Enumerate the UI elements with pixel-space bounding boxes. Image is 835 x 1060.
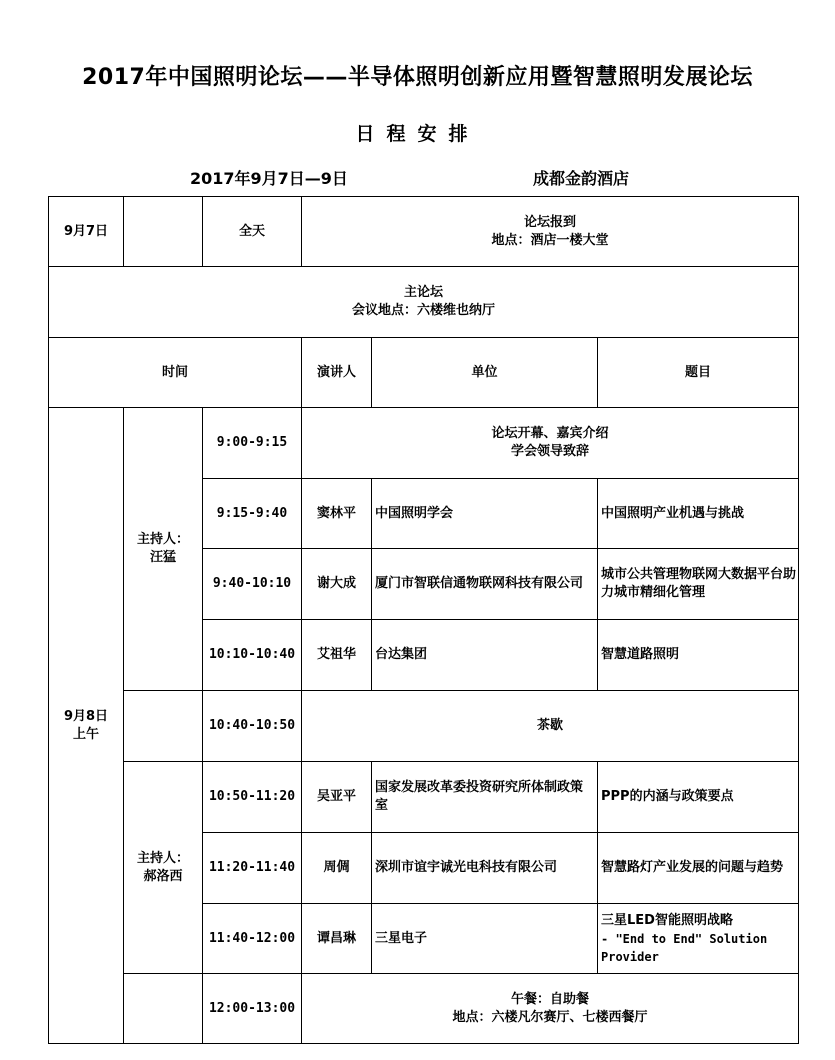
main-forum-title: 主论坛 [403, 285, 443, 300]
session-topic: 中国照明产业机遇与挑战 [598, 479, 799, 549]
session-time: 11:20-11:40 [203, 833, 302, 904]
table-row [49, 197, 799, 267]
session-topic [598, 904, 799, 974]
opening-line2: 学会领导致辞 [510, 444, 589, 459]
main-forum-cell [49, 267, 799, 338]
page-title: 2017年中国照明论坛——半导体照明创新应用暨智慧照明发展论坛 [82, 65, 753, 90]
session-time: 9:40-10:10 [203, 549, 302, 620]
main-forum-location: 会议地点：六楼维也纳厅 [351, 303, 495, 318]
session-speaker: 吴亚平 [302, 762, 372, 833]
tea-break-time: 10:40-10:50 [203, 691, 302, 762]
registration-cell [302, 197, 799, 267]
empty-cell [124, 691, 203, 762]
host1-name: 汪猛 [149, 550, 176, 565]
session-topic: 城市公共管理物联网大数据平台助力城市精细化管理 [598, 549, 799, 620]
event-venue: 成都金韵酒店 [533, 169, 630, 188]
session-time: 11:40-12:00 [203, 904, 302, 974]
session-unit: 国家发展改革委投资研究所体制政策室 [372, 762, 598, 833]
session-unit: 台达集团 [372, 620, 598, 691]
session-topic: PPP的内涵与政策要点 [598, 762, 799, 833]
session-speaker: 窦林平 [302, 479, 372, 549]
table-row [49, 267, 799, 338]
header-time: 时间 [49, 338, 302, 408]
header-unit: 单位 [372, 338, 598, 408]
opening-line1: 论坛开幕、嘉宾介绍 [491, 426, 609, 441]
session-time: 10:50-11:20 [203, 762, 302, 833]
day2-date-line1: 9月8日 [63, 708, 109, 724]
session-unit: 中国照明学会 [372, 479, 598, 549]
session-speaker: 谢大成 [302, 549, 372, 620]
host2-cell [124, 762, 203, 974]
session-topic: 智慧道路照明 [598, 620, 799, 691]
header-topic: 题目 [598, 338, 799, 408]
lunch-time: 12:00-13:00 [203, 974, 302, 1044]
lunch-label: 午餐：自助餐 [510, 991, 589, 1007]
header-row [49, 338, 799, 408]
table-row [49, 762, 799, 833]
empty-cell [124, 197, 203, 267]
host1-cell [124, 408, 203, 691]
session-speaker: 艾祖华 [302, 620, 372, 691]
host1-label: 主持人： [136, 532, 189, 547]
session-speaker: 周倜 [302, 833, 372, 904]
session-topic: 智慧路灯产业发展的问题与趋势 [598, 833, 799, 904]
tea-break-label: 茶歇 [302, 691, 799, 762]
day1-date: 9月7日 [49, 197, 124, 267]
host2-label: 主持人： [136, 850, 189, 866]
day1-time: 全天 [203, 197, 302, 267]
session-topic-line1: 三星LED智能照明战略 [601, 912, 733, 928]
session-time: 10:10-10:40 [203, 620, 302, 691]
header-speaker: 演讲人 [302, 338, 372, 408]
schedule-subtitle: 日程安排 [355, 123, 480, 145]
session-unit: 深圳市谊宇诚光电科技有限公司 [372, 833, 598, 904]
table-row [49, 974, 799, 1044]
event-dates: 2017年9月7日—9日 [190, 169, 348, 188]
table-row [49, 691, 799, 762]
opening-cell [302, 408, 799, 479]
lunch-cell [302, 974, 799, 1044]
registration-title: 论坛报到 [523, 214, 576, 230]
day2-date [49, 408, 124, 1044]
table-row [49, 408, 799, 479]
host2-name: 郝洛西 [143, 868, 183, 884]
registration-location: 地点：酒店一楼大堂 [491, 232, 609, 248]
opening-time: 9:00-9:15 [203, 408, 302, 479]
session-time: 9:15-9:40 [203, 479, 302, 549]
empty-cell [124, 974, 203, 1044]
lunch-location: 地点：六楼凡尔赛厅、七楼西餐厅 [452, 1009, 648, 1025]
session-unit: 厦门市智联信通物联网科技有限公司 [372, 549, 598, 620]
session-topic-line2: - "End to End" Solution Provider [601, 931, 768, 964]
session-speaker: 谭昌琳 [302, 904, 372, 974]
schedule-table [48, 196, 799, 1044]
session-unit: 三星电子 [372, 904, 598, 974]
day2-date-line2: 上午 [72, 726, 99, 742]
